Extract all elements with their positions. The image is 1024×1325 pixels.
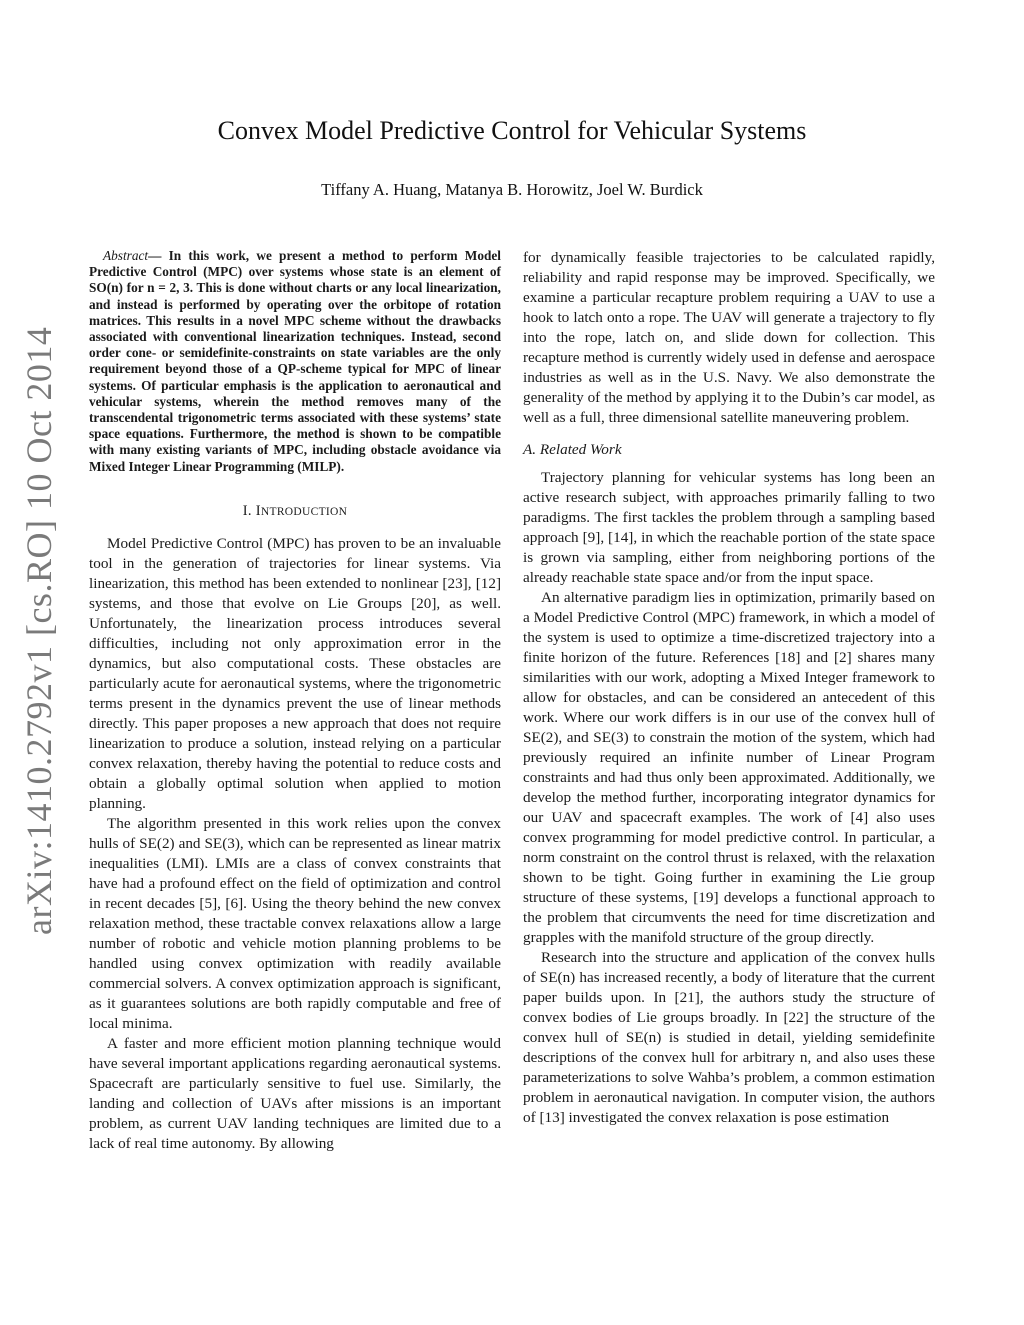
subsection-heading-related-work: A. Related Work (523, 441, 622, 458)
right-column (523, 248, 935, 1128)
paper-authors: Tiffany A. Huang, Matanya B. Horowitz, Joel W. Burdick (321, 180, 703, 199)
left-column (89, 248, 501, 1154)
intro-paragraph: The algorithm presented in this work relies upon the convex hulls of SE(2) and SE(3), which can be represented as linear matrix inequalities (LMI). LMIs are a class of convex constraints that have had a profound effect on the field of optimization and control in recent decades [5], [6]. Using the theory behind the new convex relaxation method, these tractable convex relaxations allow a large number of robotic and vehicle motion planning problems to be handled using convex optimization with readily available commercial solvers. A convex optimization approach is significant, as it guarantees solutions are both rapidly computable and free of local minima. (89, 814, 501, 1032)
related-work-paragraph: An alternative paradigm lies in optimization, primarily based on a Model Predictive Control (MPC) framework, in which a model of the system is used to optimize a time-discretized trajectory into a finite horizon of the future. References [18] and [2] shares many similarities with our work, adopting a Mixed Integer framework to allow for obstacles, and can be considered an antecedent of this work. Where our work differs is in our use of the convex hull of SE(2), and SE(3) to constrain the motion of the system, which had previously required an infinite number of Linear Program constraints and had thus only been approximated. Additionally, we develop the method further, incorporating integrator dynamics for our UAV and spacecraft examples. The work of [4] also uses convex programming for model predictive control. In particular, a norm constraint on the control thrust is relaxed, with the relaxation shown to be tight. Going further in examining the Lie group structure of these systems, [19] develops a functional approach to the problem that circumvents the need for time discretization and grapples with the manifold structure of the group directly. (523, 589, 935, 946)
paper-title: Convex Model Predictive Control for Vehicular Systems (217, 116, 807, 145)
arxiv-identifier: arXiv:1410.2792v1 [cs.RO] 10 Oct 2014 (19, 326, 59, 935)
abstract (89, 248, 501, 475)
abstract-text: — In this work, we present a method to perform Model Predictive Control (MPC) over systems whose state is an element of SO(n) for n = 2, 3. This is done without charts or any local linearization, and instead is performed by operating over the orbitope of rotation matrices. This results in a novel MPC scheme without the drawbacks associated with conventional linearization techniques. Instead, second order cone- or semidefinite-constraints on state variables are the only requirement beyond those of a QP-scheme typical for MPC of linear systems. Of particular emphasis is the application to aeronautical and vehicular systems, wherein the method removes many of the transcendental trigonometric terms associated with these systems’ state space equations. Furthermore, the method is shown to be compatible with many existing variants of MPC, including obstacle avoidance via Mixed Integer Linear Programming (MILP). (89, 248, 501, 474)
intro-paragraph: Model Predictive Control (MPC) has proven to be an invaluable tool in the generation of trajectories for linear systems. Via linearization, this method has been extended to nonlinear [23], [12] systems, and those that evolve on Lie Groups [20], as well. Unfortunately, the linearization process introduces several difficulties, including not only approximation error in the dynamics, but also computational costs. These obstacles are particularly acute for aeronautical systems, where the trigonometric terms present in the dynamics prevent the use of linear methods directly. This paper proposes a new approach that does not require linearization to produce a solution, instead relying on a particular convex relaxation, thereby having the potential to reduce costs and obtain a globally optimal solution when applied to motion planning. (89, 534, 501, 812)
section-numeral: I. (242, 502, 252, 519)
section-heading-introduction (89, 501, 501, 522)
section-title-rest: NTRODUCTION (260, 505, 348, 518)
related-work-paragraph: Trajectory planning for vehicular systems has long been an active research subject, with approaches primarily falling to two paradigms. The first tackles the problem through a sampling based approach [9], [14], in which the reachable portion of the state space is grown via sampling, either from neighboring portions of the already reachable state space and/or from the input space. (523, 469, 935, 586)
intro-paragraph: A faster and more efficient motion planning technique would have several important applications regarding aeronautical systems. Spacecraft are particularly sensitive to fuel use. Similarly, the landing and collection of UAVs after missions is an important problem, as current UAV landing techniques are limited due to a lack of real time autonomy. By allowing (89, 1034, 501, 1152)
abstract-label: Abstract (103, 248, 149, 263)
intro-continuation-paragraph: for dynamically feasible trajectories to be calculated rapidly, reliability and rapid response may be improved. Specifically, we examine a particular recapture problem requiring a UAV to use a hook to latch onto a rope. The UAV will generate a trajectory to fly into the rope, latch on, and slide down for collection. This recapture method is currently widely used in defense and aerospace industries as well as in the U.S. Navy. We also demonstrate the generality of the method by applying it to the Dubin’s car model, as well as a full, three dimensional satellite maneuvering problem. (523, 249, 935, 426)
section-title-cap: I (255, 502, 261, 519)
related-work-paragraph: Research into the structure and application of the convex hulls of SE(n) has increased recently, a body of literature that the current paper builds upon. In [21], the authors study the structure of convex bodies of Lie groups broadly. In [22] the structure of the convex hull of SE(n) is studied in detail, yielding semidefinite descriptions of the convex hull for arbitrary n, and also uses these parameterizations to solve Wahba’s problem, a common estimation problem in aeronautical navigation. In computer vision, the authors of [13] investigated the convex relaxation is pose estimation (523, 949, 935, 1126)
